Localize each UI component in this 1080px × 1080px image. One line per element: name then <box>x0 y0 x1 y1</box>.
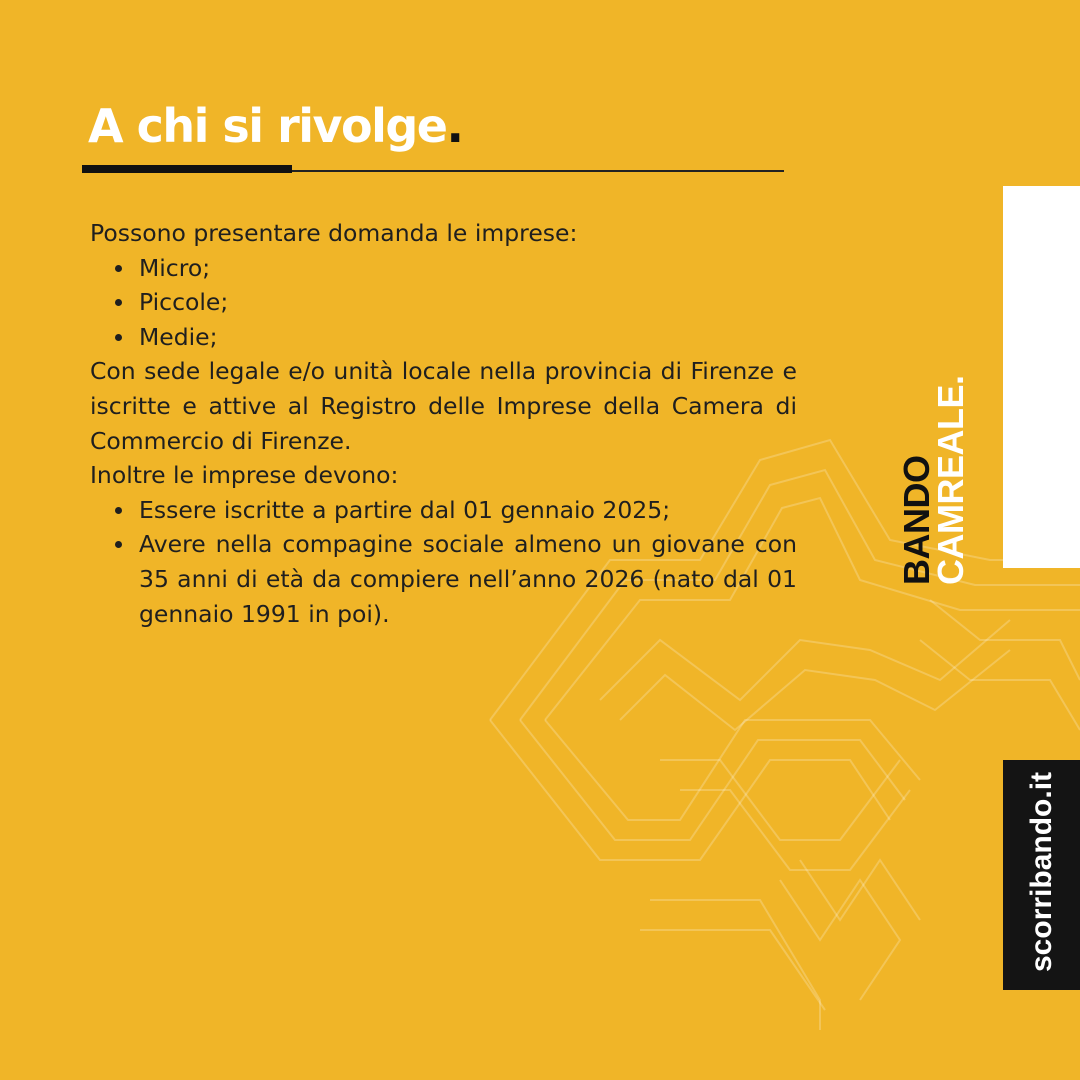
pattern-line <box>680 790 910 870</box>
pattern-line <box>520 720 905 840</box>
pattern-line <box>920 640 1080 730</box>
requirements-list <box>90 493 797 631</box>
pattern-line <box>780 880 900 1000</box>
intro-text: Possono presentare domanda le imprese: <box>90 219 578 247</box>
side-label-bando: BANDO <box>896 455 937 585</box>
pattern-line <box>640 930 825 1010</box>
pattern-line <box>600 620 1010 700</box>
list-item-medie: Medie; <box>139 320 797 355</box>
list-item-piccole: Piccole; <box>139 285 797 320</box>
title-underline-accent <box>82 165 292 173</box>
list-item-micro: Micro; <box>139 251 797 286</box>
list-item-registration-date: Essere iscritte a partire dal 01 gennaio 2025; <box>139 493 797 528</box>
page-title-text: A chi si rivolge <box>88 99 447 153</box>
requirements-intro: Inoltre le imprese devono: <box>90 461 399 490</box>
website-url[interactable]: scorribando.it <box>1025 771 1058 972</box>
page-title <box>88 96 463 156</box>
title-dot: . <box>446 99 463 153</box>
list-item-young-member: Avere nella compagine sociale almeno un giovane con 35 anni di età da compiere nell’anno 2026 (nato dal 01 gennaio 1991 in poi). <box>139 527 797 631</box>
pattern-line <box>660 760 900 840</box>
eligibility-text <box>90 216 797 631</box>
company-size-list <box>90 251 797 355</box>
pattern-line <box>545 720 920 820</box>
location-text: Con sede legale e/o unità locale nella provincia di Firenze e iscritte e attive al Registro delle Imprese della Camera di Commercio di Firenze. <box>90 357 797 455</box>
side-label <box>896 375 1080 585</box>
side-label-camreale: CAMREALE. <box>930 375 971 585</box>
pattern-line <box>620 650 1010 730</box>
